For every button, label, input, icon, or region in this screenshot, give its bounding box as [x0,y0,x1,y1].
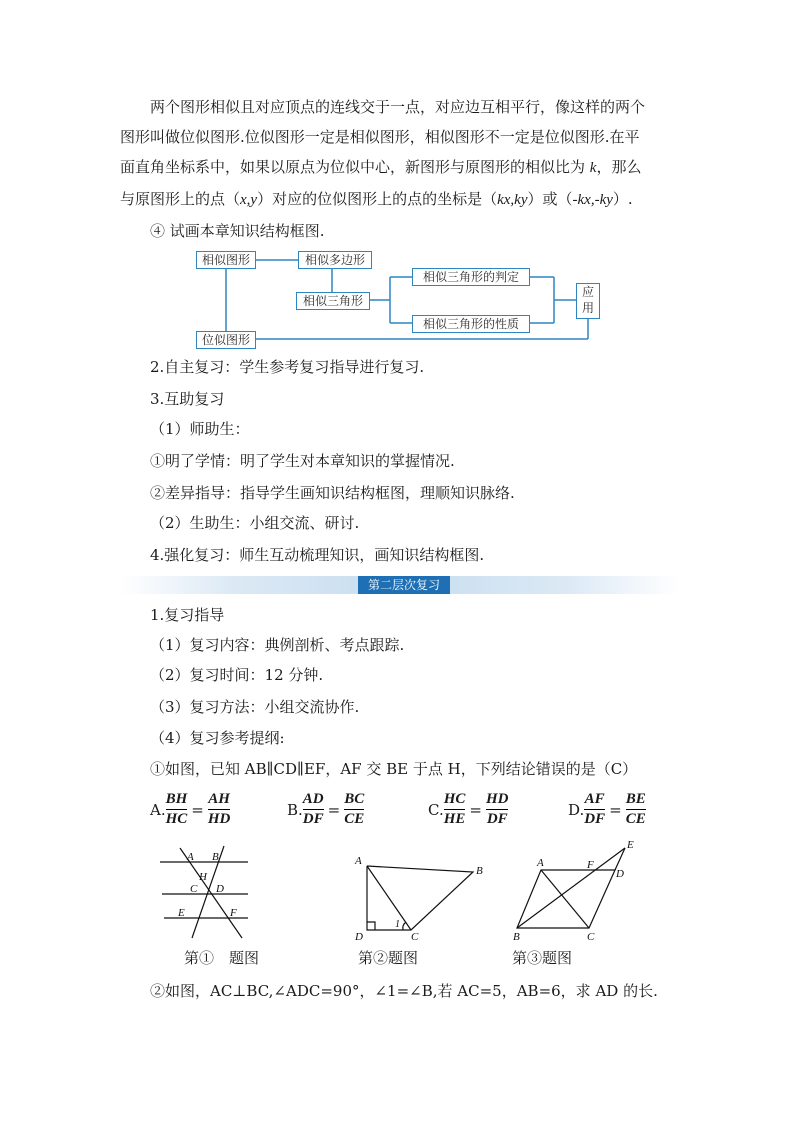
figure-3 [505,838,645,942]
box-xiangsi-tuxing: 相似图形 [196,251,256,269]
option-a-n1: BH [165,791,188,807]
g1-1: （1）复习内容：典例剖析、考点跟踪. [150,636,405,654]
option-d-d2: CE [625,811,646,827]
fig1-label-f: F [230,907,237,919]
option-a-eq: = [191,800,204,819]
option-a-n2: AH [208,791,230,807]
fig3-label-e: E [627,839,634,851]
box-weisi: 位似图形 [196,331,256,349]
fig2-label-1: 1 [395,919,400,930]
option-a-label: A. [150,800,166,819]
s3-1: （1）师助生： [150,420,250,438]
fig3-label-a: A [537,857,544,869]
option-c [428,790,508,829]
option-c-eq: = [469,800,482,819]
box-xiangsi-duobianxing: 相似多边形 [298,251,372,269]
s4: 4.强化复习：师生互动梳理知识，画知识结构框图. [150,546,485,564]
s2: 2.自主复习：学生参考复习指导进行复习. [150,358,425,376]
intro-line-4a: 与原图形上的点（ [120,190,241,208]
intro-line-4b: ）对应的位似图形上的点的坐标是（ [257,190,498,208]
intro-k: k [589,160,597,176]
option-b [287,790,364,829]
option-b-n2: BC [344,791,365,807]
option-a-d2: HD [207,811,231,827]
option-a [150,790,230,829]
option-c-d2: DF [486,811,508,827]
option-c-n1: HC [443,791,466,807]
option-c-d1: HE [443,811,466,827]
fig2-label-d: D [355,931,363,942]
fig1-label-c: C [190,883,198,895]
option-b-d2: CE [344,811,365,827]
intro-line-3a: 面直角坐标系中，如果以原点为位似中心，新图形与原图形的相似比为 [120,158,590,176]
caption-fig-2: 第②题图 [358,949,419,967]
option-d-eq: = [609,800,622,819]
q1: ①如图，已知 AB∥CD∥EF，AF 交 BE 于点 H，下列结论错误的是（C） [150,760,638,778]
box-xingzhi: 相似三角形的性质 [412,315,530,333]
g1-4: （4）复习参考提纲: [150,729,285,747]
option-c-label: C. [428,800,444,819]
fig1-label-d: D [216,883,224,895]
option-d-d1: DF [584,811,606,827]
fig3-label-d: D [616,868,624,880]
option-d-label: D. [568,800,585,819]
item-4: ④ 试画本章知识结构框图. [150,222,325,240]
s3-2: （2）生助生：小组交流、研讨. [150,514,360,532]
caption-fig-3: 第③题图 [512,949,573,967]
fig2-label-c: C [411,931,419,942]
q2: ②如图，AC⊥BC,∠ADC=90°，∠1=∠B,若 AC=5，AB=6，求 AD 的长. [150,982,658,1000]
fig1-label-b: B [212,851,219,863]
box-xiangsi-sanjiaoxing: 相似三角形 [296,292,370,310]
intro-line-4d: ）. [612,190,633,208]
caption-fig-1: 第① 题图 [184,949,260,967]
option-b-n1: AD [302,791,324,807]
fig1-label-e: E [178,907,185,919]
option-d-n2: BE [625,791,646,807]
option-b-d1: DF [302,811,324,827]
structure-chart-lines [0,0,794,360]
box-yingyong: 应用 [576,283,600,319]
intro-negkxky: -kx,-ky [572,192,613,208]
fig3-label-f: F [587,859,594,871]
fig1-label-a: A [187,851,194,863]
intro-xy: x,y [240,192,258,208]
figure-1 [150,842,260,942]
option-d [568,790,646,829]
intro-line-2: 图形叫做位似图形.位似图形一定是相似图形，相似图形不一定是位似图形.在平 [120,128,640,146]
fig3-label-b: B [513,931,520,942]
fig3-label-c: C [587,931,595,942]
option-d-n1: AF [584,791,605,807]
intro-kxky: kx,ky [497,192,528,208]
box-panding: 相似三角形的判定 [412,268,530,286]
g1-2: （2）复习时间：12 分钟. [150,666,324,684]
figure-2 [345,850,495,942]
intro-line-4c: ）或（ [527,190,573,208]
g1: 1.复习指导 [150,606,225,624]
intro-line-3b: ，那么 [596,158,642,176]
fig1-label-h: H [199,871,207,883]
option-c-n2: HD [485,791,509,807]
option-b-label: B. [287,800,303,819]
option-a-d1: HC [165,811,188,827]
fig2-label-b: B [476,865,483,877]
s3-b: ②差异指导：指导学生画知识结构框图，理顺知识脉络. [150,484,515,502]
section-banner-label: 第二层次复习 [358,576,450,594]
s3: 3.互助复习 [150,390,225,408]
g1-3: （3）复习方法：小组交流协作. [150,698,360,716]
s3-a: ①明了学情：明了学生对本章知识的掌握情况. [150,452,455,470]
intro-line-1: 两个图形相似且对应顶点的连线交于一点，对应边互相平行，像这样的两个 [150,98,646,116]
option-b-eq: = [327,800,341,819]
fig2-label-a: A [355,855,362,867]
